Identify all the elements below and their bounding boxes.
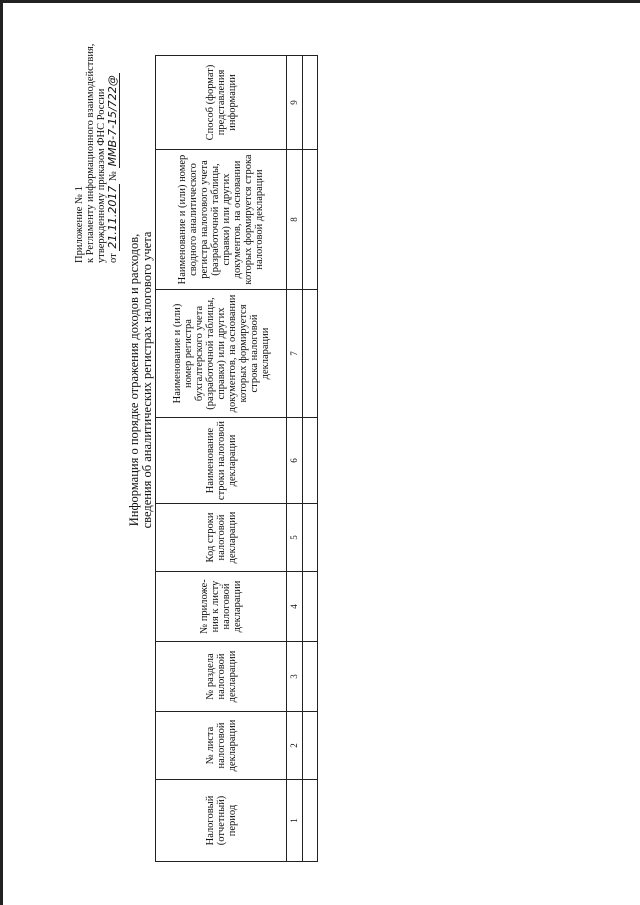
header-cell-period: Налоговый (отчетный) период <box>156 780 287 862</box>
column-number: 5 <box>287 504 303 572</box>
column-number: 6 <box>287 418 303 504</box>
appendix-date-line <box>107 13 119 263</box>
empty-cell <box>303 572 318 642</box>
appendix-line-1: Приложение № 1 <box>74 186 85 263</box>
appendix-block <box>74 13 119 263</box>
title-line-1: Информация о порядке отражения доходов и расходов, <box>127 233 141 527</box>
column-number: 9 <box>287 56 303 150</box>
document-title <box>128 5 154 755</box>
appendix-line-3: утвержденному приказом ФНС России <box>96 88 107 263</box>
empty-cell <box>303 504 318 572</box>
header-cell-sheet-number: № листа налоговой декларации <box>156 712 287 780</box>
empty-cell <box>303 780 318 862</box>
column-number: 3 <box>287 642 303 712</box>
column-number: 7 <box>287 290 303 418</box>
column-number: 4 <box>287 572 303 642</box>
header-cell-section-number: № раздела налоговой декларации <box>156 642 287 712</box>
empty-cell <box>303 642 318 712</box>
title-line-2: сведения об аналитических регистрах налогового учета <box>140 231 154 529</box>
column-number: 1 <box>287 780 303 862</box>
empty-cell <box>303 712 318 780</box>
empty-data-row <box>303 56 318 862</box>
empty-cell <box>303 418 318 504</box>
appendix-line-2: к Регламенту информационного взаимодействия, <box>85 43 96 263</box>
column-number: 2 <box>287 712 303 780</box>
handwritten-date: 21.11.2017 <box>106 185 119 249</box>
column-number-row <box>287 56 303 862</box>
info-table <box>155 55 318 862</box>
header-cell-accounting-register: Наименование и (или) номер регистра бухгалтерского учета (разработочной таблицы, справки) или других документов, на основании которых формируется строка налоговой декларации <box>156 290 287 418</box>
empty-cell <box>303 56 318 150</box>
column-number: 8 <box>287 150 303 290</box>
header-row <box>156 56 287 862</box>
empty-cell <box>303 150 318 290</box>
handwritten-number: ММВ-7-15/722@ <box>106 75 119 167</box>
date-prefix: от <box>108 253 119 263</box>
empty-cell <box>303 290 318 418</box>
number-prefix: № <box>108 171 119 182</box>
header-cell-line-name: Наименование строки налоговой декларации <box>156 418 287 504</box>
header-cell-tax-register: Наименование и (или) номер сводного аналитического регистра налогового учета (разработочной таблицы, справки) или других документов, на основании которых формируется строка налоговой декларации <box>156 150 287 290</box>
header-cell-line-code: Код строки налоговой декларации <box>156 504 287 572</box>
header-cell-appendix-number: № приложе-ния к листу налоговой декларации <box>156 572 287 642</box>
header-cell-format: Способ (формат) представления информации <box>156 56 287 150</box>
